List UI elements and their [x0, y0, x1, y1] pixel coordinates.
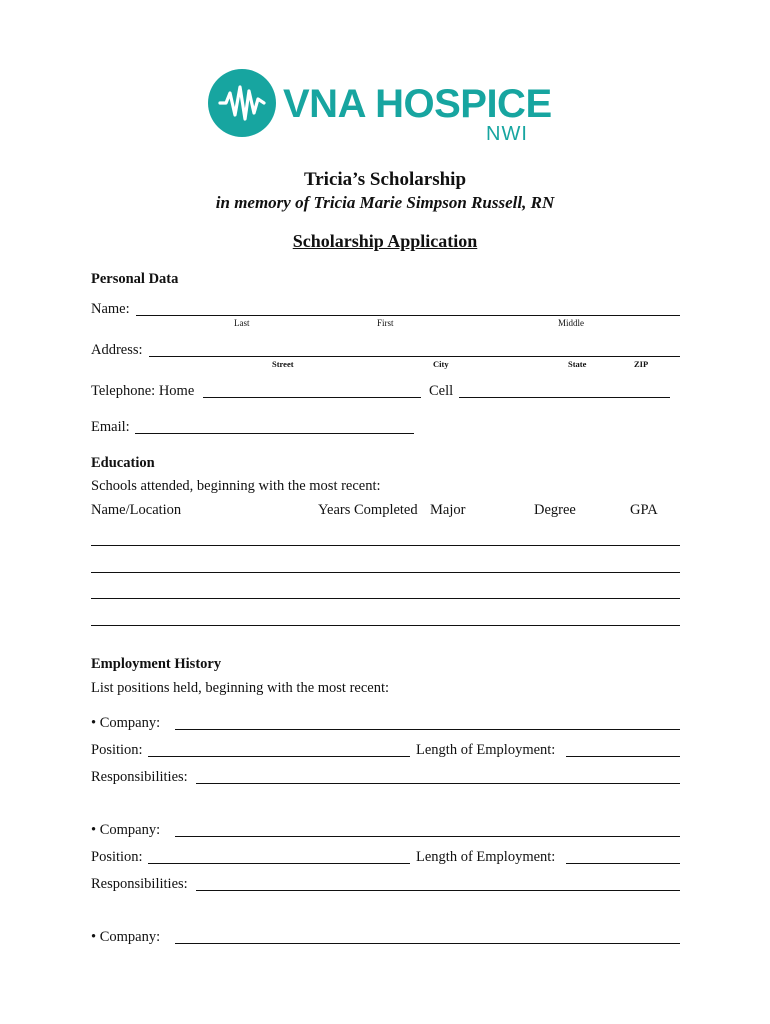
column-major: Major: [430, 502, 466, 518]
personal-data-heading: Personal Data: [91, 271, 179, 287]
position-label: Position:: [91, 849, 143, 865]
name-middle-caption: Middle: [558, 318, 584, 328]
company-field[interactable]: [175, 836, 680, 837]
name-last-caption: Last: [234, 318, 250, 328]
company-label: • Company:: [91, 929, 161, 945]
employment-instruction: List positions held, beginning with the most recent:: [91, 680, 390, 696]
document-title: Tricia’s Scholarship: [303, 169, 467, 190]
cell-field[interactable]: [459, 397, 670, 398]
column-gpa: GPA: [630, 502, 658, 518]
email-field[interactable]: [135, 433, 414, 434]
length-of-employment-field[interactable]: [566, 863, 680, 864]
position-label: Position:: [91, 742, 143, 758]
responsibilities-field[interactable]: [196, 890, 680, 891]
column-years-completed: Years Completed: [318, 502, 418, 518]
name-first-caption: First: [377, 318, 394, 328]
responsibilities-label: Responsibilities:: [91, 876, 188, 892]
position-field[interactable]: [148, 756, 410, 757]
company-field[interactable]: [175, 943, 680, 944]
employment-heading: Employment History: [91, 656, 222, 672]
column-name-location: Name/Location: [91, 502, 182, 518]
name-label: Name:: [91, 301, 130, 317]
company-label: • Company:: [91, 822, 161, 838]
education-heading: Education: [91, 455, 155, 471]
company-field[interactable]: [175, 729, 680, 730]
company-label: • Company:: [91, 715, 161, 731]
address-state-caption: State: [568, 359, 587, 369]
education-row-field[interactable]: [91, 598, 680, 599]
form-title: Scholarship Application: [292, 231, 478, 251]
education-row-field[interactable]: [91, 625, 680, 626]
education-instruction: Schools attended, beginning with the most recent:: [91, 478, 381, 494]
responsibilities-label: Responsibilities:: [91, 769, 188, 785]
position-field[interactable]: [148, 863, 410, 864]
document-subtitle: in memory of Tricia Marie Simpson Russell, RN: [215, 193, 555, 212]
education-row-field[interactable]: [91, 545, 680, 546]
telephone-home-label: Telephone: Home: [91, 383, 195, 399]
email-label: Email:: [91, 419, 130, 435]
address-city-caption: City: [433, 359, 449, 369]
telephone-home-field[interactable]: [203, 397, 421, 398]
address-field[interactable]: [149, 356, 680, 357]
address-label: Address:: [91, 342, 143, 358]
length-of-employment-label: Length of Employment:: [416, 849, 556, 865]
name-field[interactable]: [136, 315, 680, 316]
address-zip-caption: ZIP: [634, 359, 649, 369]
cell-label: Cell: [429, 383, 454, 399]
waveform-icon: [208, 69, 276, 137]
column-degree: Degree: [534, 502, 576, 518]
logo-mark: [208, 69, 276, 137]
logo-wordmark: VNA HOSPICE: [283, 82, 552, 126]
length-of-employment-field[interactable]: [566, 756, 680, 757]
address-street-caption: Street: [272, 359, 294, 369]
length-of-employment-label: Length of Employment:: [416, 742, 556, 758]
education-row-field[interactable]: [91, 572, 680, 573]
logo-subtext: NWI: [486, 123, 528, 145]
responsibilities-field[interactable]: [196, 783, 680, 784]
